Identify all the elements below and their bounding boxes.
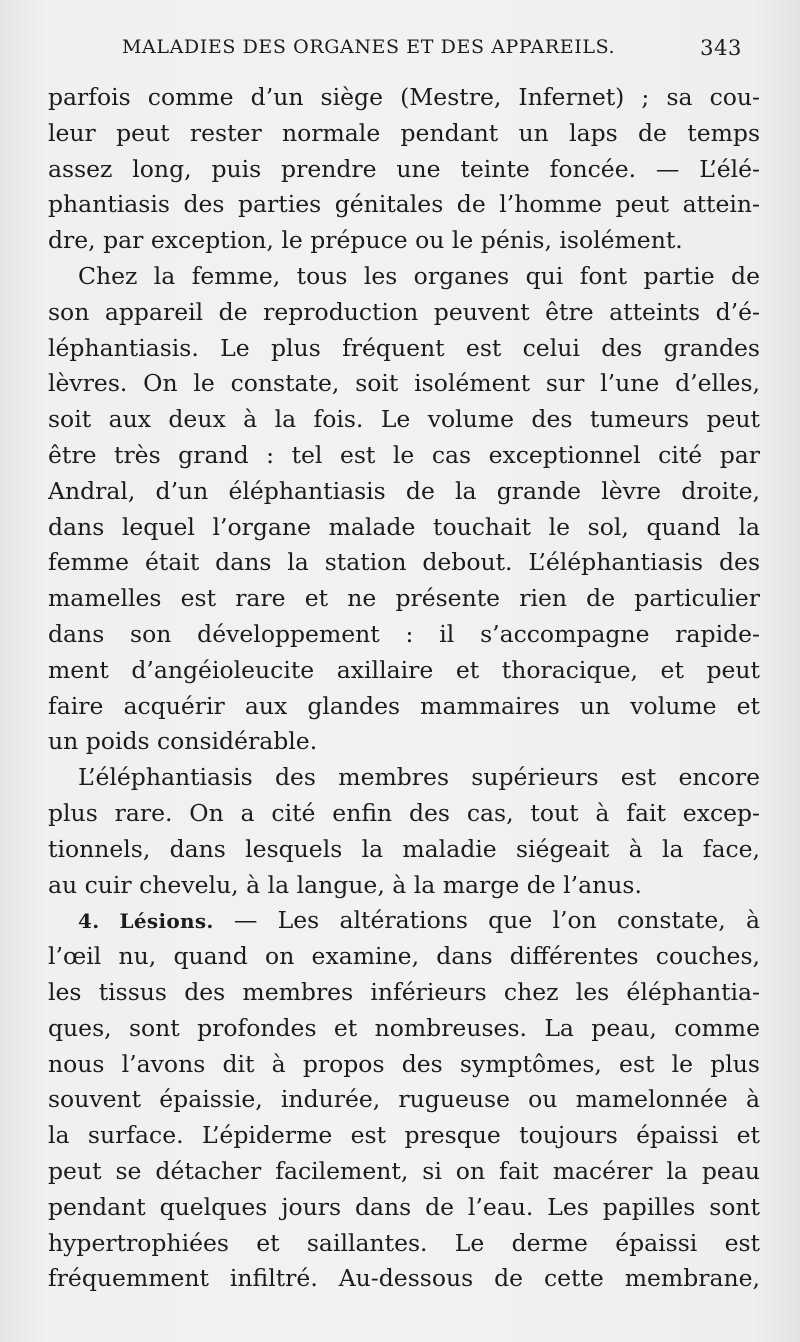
text-line: lèvres. On le constate, soit isolément sur l’une d’elles, (48, 369, 760, 398)
section-heading: 4. Lésions. (78, 909, 214, 934)
text-line: tionnels, dans lesquels la maladie siégeait à la face, (48, 834, 760, 863)
text-line: souvent épaissie, indurée, rugueuse ou mamelonnée à (48, 1085, 760, 1114)
text-line: fréquemment infiltré. Au-dessous de cette membrane, (48, 1264, 760, 1293)
text-line: être très grand : tel est le cas exceptionnel cité par (48, 440, 760, 469)
text-line: dans lequel l’organe malade touchait le sol, quand la (48, 512, 760, 541)
text-line: dre, par exception, le prépuce ou le pénis, isolément. (48, 226, 683, 255)
text-line: son appareil de reproduction peuvent être atteints d’é- (48, 297, 760, 326)
text-line: Les altérations que l’on constate, à (277, 906, 760, 935)
text-line: L’éléphantiasis des membres supérieurs est encore (78, 763, 760, 792)
text-line: phantiasis des parties génitales de l’homme peut attein- (48, 190, 760, 219)
section-dash: — (233, 906, 258, 935)
text-line: au cuir chevelu, à la langue, à la marge de l’anus. (48, 870, 642, 899)
text-line: ment d’angéioleucite axillaire et thoracique, et peut (48, 655, 760, 684)
text-line: femme était dans la station debout. L’éléphantiasis des (48, 548, 760, 577)
page-number: 343 (700, 36, 742, 60)
text-line: parfois comme d’un siège (Mestre, Infernet) ; sa cou- (48, 83, 760, 111)
section-line (48, 903, 760, 939)
text-line: leur peut rester normale pendant un laps de temps (48, 118, 760, 147)
text-line: hypertrophiées et saillantes. Le derme épaissi est (48, 1228, 760, 1257)
running-title: MALADIES DES ORGANES ET DES APPAREILS. (122, 36, 616, 58)
text-line: plus rare. On a cité enfin des cas, tout à fait excep- (48, 798, 760, 827)
text-line: Chez la femme, tous les organes qui font partie de (78, 261, 760, 290)
body-text (48, 80, 760, 1297)
text-line: dans son développement : il s’accompagne rapide- (48, 619, 760, 648)
text-line: mamelles est rare et ne présente rien de particulier (48, 584, 760, 613)
text-line: la surface. L’épiderme est presque toujours épaissi et (48, 1121, 760, 1150)
running-header (122, 36, 742, 66)
text-line: les tissus des membres inférieurs chez les éléphantia- (48, 977, 760, 1006)
text-line: un poids considérable. (48, 727, 318, 756)
text-line: léphantiasis. Le plus fréquent est celui des grandes (48, 333, 760, 362)
text-line: peut se détacher facilement, si on fait macérer la peau (48, 1156, 760, 1185)
text-line: assez long, puis prendre une teinte foncée. — L’élé- (48, 154, 760, 183)
text-line: Andral, d’un éléphantiasis de la grande lèvre droite, (48, 476, 760, 505)
text-line: nous l’avons dit à propos des symptômes, est le plus (48, 1049, 760, 1078)
text-line: soit aux deux à la fois. Le volume des tumeurs peut (48, 405, 760, 434)
text-line: l’œil nu, quand on examine, dans différentes couches, (48, 942, 760, 971)
text-line: faire acquérir aux glandes mammaires un volume et (48, 691, 760, 720)
text-line: pendant quelques jours dans de l’eau. Les papilles sont (48, 1192, 760, 1221)
text-line: ques, sont profondes et nombreuses. La peau, comme (48, 1013, 760, 1042)
